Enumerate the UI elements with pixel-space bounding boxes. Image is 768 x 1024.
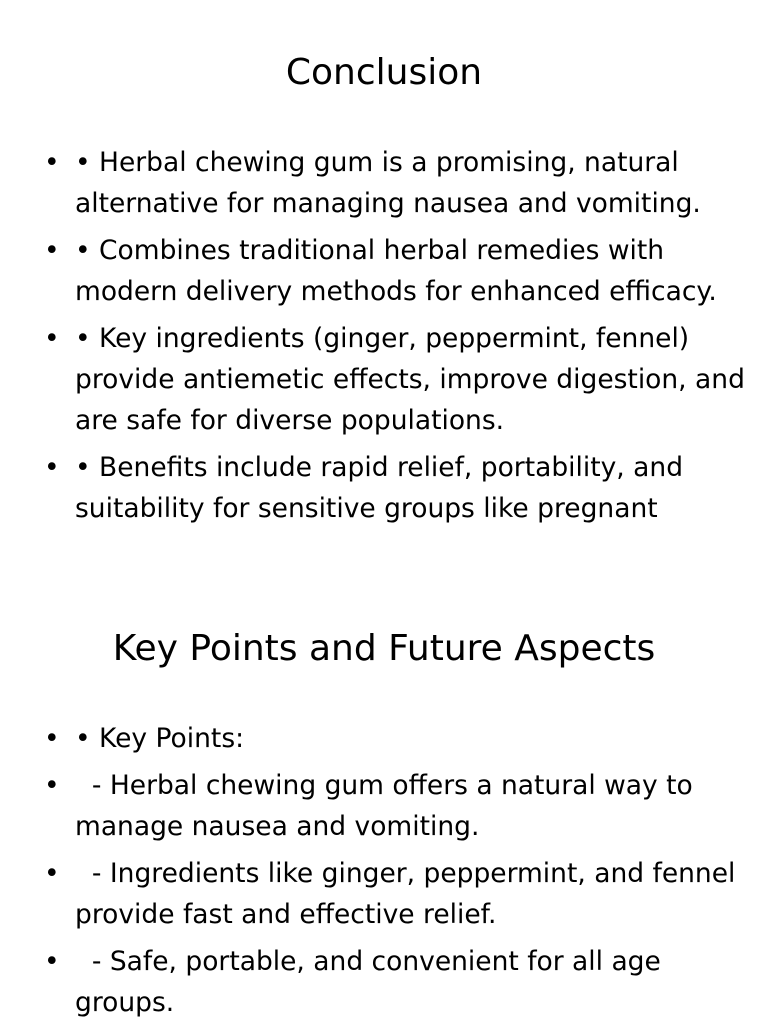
slide-key-points — [0, 578, 768, 1024]
list-item — [0, 941, 768, 1023]
bullet-text: • Key ingredients (ginger, peppermint, fennel) provide antiemetic effects, improve digestion, and are safe for diverse populations. — [75, 323, 754, 436]
bullet-list — [0, 718, 768, 1024]
bullet-marker: • — [44, 723, 60, 754]
bullet-marker: • — [44, 147, 60, 178]
list-item — [0, 853, 768, 935]
bullet-text: • Key Points: — [75, 723, 245, 754]
bullet-text: - Herbal chewing gum offers a natural way to manage nausea and vomiting. — [75, 770, 702, 842]
list-item — [0, 230, 768, 312]
bullet-marker: • — [44, 858, 60, 889]
bullet-text: - Safe, portable, and convenient for all age groups. — [75, 946, 670, 1018]
bullet-marker: • — [44, 235, 60, 266]
list-item — [0, 765, 768, 847]
bullet-text: - Ingredients like ginger, peppermint, and fennel provide fast and effective relief. — [75, 858, 744, 930]
bullet-text: • Herbal chewing gum is a promising, natural alternative for managing nausea and vomiting. — [75, 147, 701, 219]
bullet-marker: • — [44, 323, 60, 354]
bullet-text: • Combines traditional herbal remedies with modern delivery methods for enhanced efficacy. — [75, 235, 717, 307]
bullet-marker: • — [44, 452, 60, 483]
slide-title: Key Points and Future Aspects — [112, 628, 656, 669]
list-item — [0, 447, 768, 529]
bullet-marker: • — [44, 770, 60, 801]
slide-title: Conclusion — [285, 52, 483, 93]
bullet-list — [0, 142, 768, 535]
bullet-text: • Benefits include rapid relief, portability, and suitability for sensitive groups like pregnant — [75, 452, 692, 524]
list-item — [0, 718, 768, 759]
list-item — [0, 318, 768, 441]
list-item — [0, 142, 768, 224]
bullet-marker: • — [44, 946, 60, 977]
